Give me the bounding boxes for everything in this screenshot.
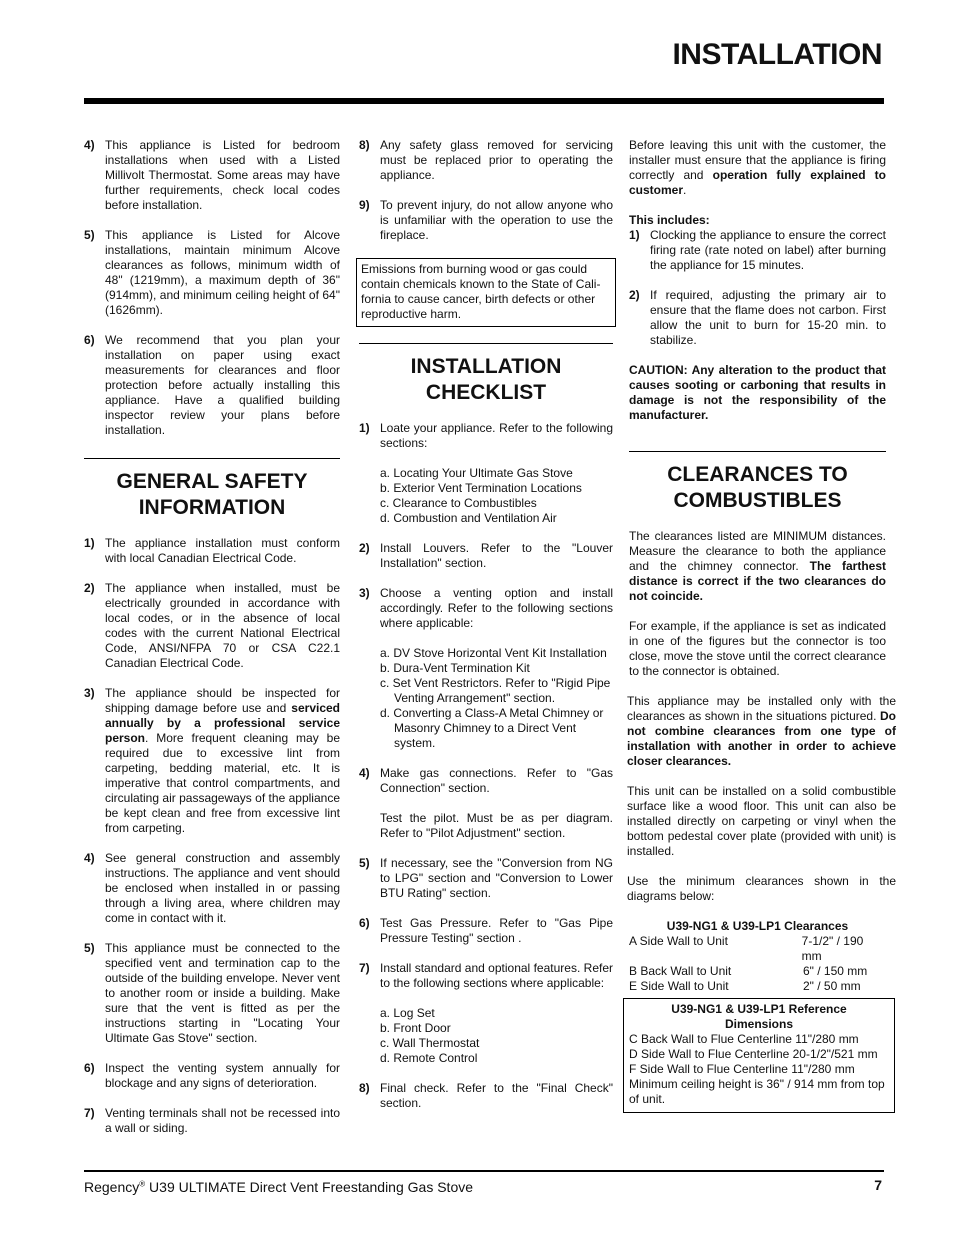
sub-list	[380, 646, 613, 751]
list-item	[359, 138, 613, 183]
item-number: 2)	[84, 581, 95, 595]
reference-title: U39-NG1 & U39-LP1 Reference	[671, 1002, 847, 1016]
text-run: The appliance should be inspected for shipping damage before use and	[105, 686, 340, 715]
item-number: 2)	[359, 541, 370, 555]
list-item	[359, 961, 613, 1066]
reference-row: Minimum ceiling height is 36" / 914 mm from top of unit.	[629, 1077, 885, 1106]
column-left	[84, 138, 340, 1151]
item-text	[380, 586, 613, 751]
item-number: 1)	[629, 228, 640, 242]
sub-item: a. Locating Your Ultimate Gas Stove	[380, 466, 573, 480]
heading-line: INFORMATION	[138, 496, 286, 519]
clearance-paragraph: Use the minimum clearances shown in the diagrams below:	[627, 874, 896, 903]
clearance-paragraph	[629, 529, 886, 604]
item-text: If required, adjusting the primary air to ensure that the flame does not carbon. First allow the unit to burn for 15-20 min. to stabilize.	[650, 288, 886, 347]
item-number: 6)	[84, 333, 95, 347]
item-text: The appliance when installed, must be electrically grounded in accordance with local codes, or in the absence of local codes with the current National Electrical Code, ANSI/NFPA 70 or CSA C22.1 Canadian Electrical Code.	[105, 581, 340, 670]
list-item	[359, 916, 613, 946]
item-number: 6)	[359, 916, 370, 930]
page-title: INSTALLATION	[672, 38, 882, 71]
sub-item: b. Dura-Vent Termination Kit	[380, 661, 530, 675]
list-item	[359, 586, 613, 751]
item-text: Any safety glass removed for servicing must be replaced prior to operating the appliance.	[380, 138, 613, 182]
clearance-value: 7-1/2" / 190 mm	[801, 934, 864, 963]
list-item	[359, 421, 613, 526]
list-item	[629, 228, 886, 273]
item-text-main: Choose a venting option and install accordingly. Refer to the following sections where applicable:	[380, 586, 613, 630]
emphasis-text: The farthest distance is correct if the two clearances do not coincide.	[629, 559, 886, 603]
list-item	[84, 1061, 340, 1091]
text-run: .	[683, 183, 687, 197]
list-item	[84, 581, 340, 671]
reference-dimensions-box	[623, 998, 895, 1113]
reference-row: D Side Wall to Flue Centerline 20-1/2"/521 mm	[629, 1047, 878, 1061]
caution-text: CAUTION: Any alteration to the product that causes sooting or carboning that results in damage is not the responsibility of the manufacturer.	[629, 363, 886, 422]
item-number: 1)	[359, 421, 370, 435]
item-number: 5)	[359, 856, 370, 870]
item-text: Test Gas Pressure. Refer to "Gas Pipe Pressure Testing" section .	[380, 916, 613, 945]
item-text: We recommend that you plan your installation on paper using exact measurements for clearances and floor protection before actually installing this appliance. Have a qualified building inspector review your plans before installation.	[105, 333, 340, 437]
item-number: 8)	[359, 138, 370, 152]
list-item	[359, 856, 613, 901]
clearance-label: A Side Wall to Unit	[629, 934, 728, 948]
text-run: . More frequent cleaning may be required due to excessive lint from carpeting, bedding material, etc. It is imperative that control compartments, and circulating air passageways of the appliance be kept clean and free from excessive lint from carpeting.	[105, 731, 340, 835]
column-middle	[359, 138, 613, 1126]
installation-checklist-heading	[359, 354, 613, 406]
item-number: 3)	[84, 686, 95, 700]
column-right	[627, 138, 896, 1113]
item-number: 5)	[84, 228, 95, 242]
item-text	[380, 766, 613, 841]
table-row	[629, 934, 886, 964]
footer-rule	[84, 1170, 884, 1172]
table-row	[629, 979, 886, 994]
item-text	[105, 686, 340, 836]
item-text: See general construction and assembly instructions. The appliance and vent should be enclosed when installed in or passing through a living area, where children may come in contact with it.	[105, 851, 340, 925]
heading-line: COMBUSTIBLES	[673, 489, 842, 512]
emphasis-text: serviced annually by a professional service person	[105, 701, 340, 745]
item-note: Test the pilot. Must be as per diagram. Refer to "Pilot Adjustment" section.	[380, 811, 613, 840]
list-item	[84, 536, 340, 566]
emphasis-text: Do not combine clearances from one type of installation with another in order to achieve closer clearances.	[627, 709, 896, 768]
item-number: 4)	[359, 766, 370, 780]
item-text: This appliance is Listed for bedroom installations when used with a Listed Millivolt Thermostat. Some areas may have further requirements, check local codes before installation.	[105, 138, 340, 212]
sub-item: a. DV Stove Horizontal Vent Kit Installation	[380, 646, 607, 660]
sub-item: b. Front Door	[380, 1021, 451, 1035]
item-number: 4)	[84, 851, 95, 865]
intro-paragraph	[629, 138, 886, 198]
list-item	[359, 766, 613, 841]
reference-row: F Side Wall to Flue Centerline 11"/280 mm	[629, 1062, 855, 1076]
brand-name: Regency	[84, 1179, 140, 1195]
sub-item: c. Wall Thermostat	[380, 1036, 480, 1050]
sub-item: c. Set Vent Restrictors. Refer to "Rigid Pipe Venting Arrangement" section.	[380, 676, 611, 705]
item-number: 4)	[84, 138, 95, 152]
emphasis-text: operation fully explained to customer	[629, 168, 886, 197]
list-item	[84, 686, 340, 836]
item-text: The appliance installation must conform with local Canadian Electrical Code.	[105, 536, 340, 565]
item-number: 5)	[84, 941, 95, 955]
item-text-main: Install standard and optional features. Refer to the following sections where applicable:	[380, 961, 613, 990]
section-divider	[359, 343, 613, 344]
list-item	[84, 228, 340, 318]
text-run: This appliance may be installed only with the clearances as shown in the situations pictured.	[627, 694, 896, 723]
item-text: This appliance is Listed for Alcove installations, maintain minimum Alcove clearances as follows, minimum width of 48" (1219mm), a maximum depth of 36" (914mm), and minimum ceiling height of 64"(1626mm).	[105, 228, 340, 317]
list-item	[84, 333, 340, 438]
item-text-main: Make gas connections. Refer to "Gas Connection" section.	[380, 766, 613, 795]
sub-list	[380, 1006, 613, 1066]
header-rule	[84, 98, 884, 104]
table-row	[629, 964, 886, 979]
clearances-table-title: U39-NG1 & U39-LP1 Clearances	[666, 919, 849, 933]
sub-item: a. Log Set	[380, 1006, 435, 1020]
item-number: 7)	[359, 961, 370, 975]
text-run: Before leaving this unit with the customer, the installer must ensure that the appliance is firing correctly and	[629, 138, 886, 182]
reference-title: Dimensions	[724, 1017, 793, 1031]
section-divider	[84, 458, 340, 459]
item-text: If necessary, see the "Conversion from NG to LPG" section and "Conversion to Lower BTU Rating" section.	[380, 856, 613, 900]
item-number: 7)	[84, 1106, 95, 1120]
clearance-paragraph: For example, if the appliance is set as indicated in one of the figures but the connector is too close, move the stove until the correct clearance to the connector is obtained.	[629, 619, 886, 678]
clearance-value: 6" / 150 mm	[803, 964, 868, 978]
warning-box: Emissions from burning wood or gas could contain chemicals known to the State of Cali-fornia to cause cancer, birth defects or other reproductive harm.	[356, 258, 616, 327]
text-run: The clearances listed are MINIMUM distances. Measure the clearance to both the appliance and the chimney connector.	[629, 529, 886, 573]
item-number: 3)	[359, 586, 370, 600]
list-item	[84, 1106, 340, 1136]
item-text: Venting terminals shall not be recessed into a wall or siding.	[105, 1106, 340, 1135]
product-name: U39 ULTIMATE Direct Vent Freestanding Gas Stove	[145, 1179, 474, 1195]
list-item	[359, 198, 613, 243]
heading-line: CHECKLIST	[425, 381, 547, 404]
list-item	[84, 941, 340, 1046]
item-number: 9)	[359, 198, 370, 212]
list-item	[84, 138, 340, 213]
clearance-paragraph: This unit can be installed on a solid combustible surface like a wood floor. This unit can also be installed directly on carpeting or vinyl when the bottom pedestal cover plate (provided with unit) is installed.	[627, 784, 896, 858]
clearance-label: E Side Wall to Unit	[629, 979, 729, 993]
section-divider	[629, 451, 886, 452]
list-item	[359, 541, 613, 571]
sub-item: d. Combustion and Ventilation Air	[380, 511, 557, 525]
sub-item: d. Remote Control	[380, 1051, 478, 1065]
sub-item: c. Clearance to Combustibles	[380, 496, 537, 510]
clearance-label: B Back Wall to Unit	[629, 964, 732, 978]
list-item	[359, 1081, 613, 1111]
heading-line: INSTALLATION	[410, 355, 562, 378]
item-number: 2)	[629, 288, 640, 302]
item-number: 6)	[84, 1061, 95, 1075]
reference-row: C Back Wall to Flue Centerline 11"/280 mm	[629, 1032, 859, 1046]
page-number: 7	[874, 1177, 882, 1193]
registered-mark: ®	[139, 1179, 146, 1189]
item-text-main: Loate your appliance. Refer to the following sections:	[380, 421, 613, 450]
list-item	[629, 288, 886, 348]
item-text: Final check. Refer to the "Final Check" section.	[380, 1081, 613, 1110]
item-number: 1)	[84, 536, 95, 550]
item-text	[380, 421, 613, 526]
item-number: 8)	[359, 1081, 370, 1095]
item-text: This appliance must be connected to the specified vent and termination cap to the outside of the building envelope. Never vent to another room or inside a building. Make sure that the vent is fitted as per the instructions starting in "Locating Your Ultimate Gas Stove" section.	[105, 941, 340, 1045]
item-text	[380, 961, 613, 1066]
heading-line: GENERAL SAFETY	[116, 470, 308, 493]
list-item	[84, 851, 340, 926]
footer-product	[84, 1179, 473, 1195]
item-text: Clocking the appliance to ensure the correct firing rate (rate noted on label) after burning the appliance for 15 minutes.	[650, 228, 886, 272]
sub-item: b. Exterior Vent Termination Locations	[380, 481, 582, 495]
sub-item: d. Converting a Class-A Metal Chimney or Masonry Chimney to a Direct Vent system.	[380, 706, 604, 750]
sub-list	[380, 466, 613, 526]
includes-label: This includes:	[629, 213, 710, 227]
general-safety-heading	[84, 469, 340, 521]
heading-line: CLEARANCES TO	[667, 463, 848, 486]
item-text: To prevent injury, do not allow anyone who is unfamiliar with the operation to use the fireplace.	[380, 198, 613, 242]
clearance-value: 2" / 50 mm	[803, 979, 861, 993]
item-text: Install Louvers. Refer to the "Louver Installation" section.	[380, 541, 613, 570]
item-text: Inspect the venting system annually for blockage and any signs of deterioration.	[105, 1061, 340, 1090]
clearances-heading	[629, 462, 886, 514]
clearance-paragraph	[627, 694, 896, 769]
